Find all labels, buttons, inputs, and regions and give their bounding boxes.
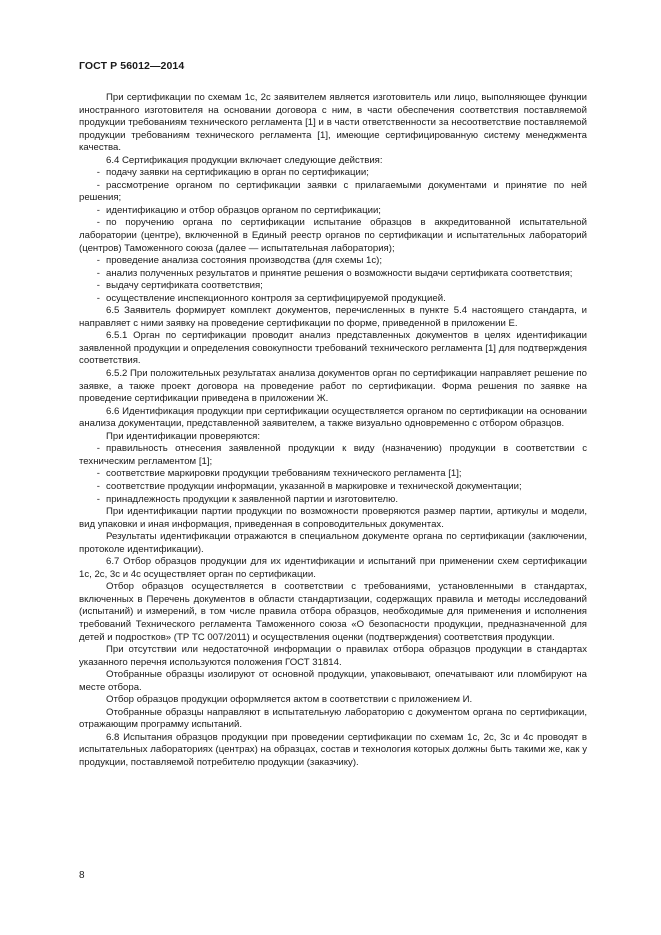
dash-marker: -	[96, 179, 100, 191]
list-item-text: соответствие маркировки продукции требованиям технического регламента [1];	[106, 468, 462, 480]
list-item	[79, 481, 587, 494]
list-item	[79, 280, 587, 293]
paragraph: 6.5.1 Орган по сертификации проводит анализ представленных документов в целях идентификации заявленной продукции и определения совокупности требований технического регламента [1] для подтверждения соответствия.	[79, 330, 587, 367]
list-item-text: идентификацию и отбор образцов органом по сертификации;	[106, 204, 381, 216]
paragraph: При идентификации партии продукции по возможности проверяются размер партии, артикулы и модели, вид упаковки и иная информация, приведенная в сопроводительных документах.	[79, 506, 587, 530]
paragraph: При идентификации проверяются:	[106, 430, 261, 442]
paragraph: 6.5 Заявитель формирует комплект документов, перечисленных в пункте 5.4 настоящего стандарта, и направляет с ними заявку на проведение сертификации по форме, приведенной в приложении Е.	[79, 305, 587, 329]
list-item	[79, 255, 587, 268]
paragraph: Результаты идентификации отражаются в специальном документе органа по сертификации (заключении, протоколе идентификации).	[79, 531, 587, 555]
list-item-text: рассмотрение органом по сертификации заявки с прилагаемыми документами и принятие по ней решения;	[79, 179, 587, 204]
paragraph: При сертификации по схемам 1с, 2с заявителем является изготовитель или лицо, выполняющее функции иностранного изготовителя на основании договора с ним, в части обеспечения соответствия поставляемой продукции требованиям технического регламента [1] и в части ответственности за несоответствие поставляемой продукции требованиям технического регламента [1], имеющие сертифицированную систему менеджмента качества.	[79, 92, 587, 154]
paragraph: 6.4 Сертификация продукции включает следующие действия:	[106, 154, 383, 166]
dash-marker: -	[96, 217, 100, 229]
list-item	[79, 293, 587, 306]
list-item	[79, 217, 587, 255]
list-item-text: осуществление инспекционного контроля за сертифицируемой продукцией.	[106, 292, 446, 304]
paragraph: 6.6 Идентификация продукции при сертификации осуществляется органом по сертификации на основании анализа документации, представленной заявителем, а также визуально одновременно с отбором образцов.	[79, 405, 587, 430]
dash-marker: -	[96, 204, 100, 216]
list-item	[79, 468, 587, 481]
list-item-text: проведение анализа состояния производства (для схемы 1с);	[106, 255, 383, 267]
dash-marker: -	[96, 267, 100, 279]
dash-marker: -	[96, 480, 100, 492]
dash-marker: -	[96, 443, 100, 455]
paragraph: 6.8 Испытания образцов продукции при проведении сертификации по схемам 1с, 2с, 3с и 4с проводят в испытательных лабораториях (центрах) на образцах, состав и технология которых должны быть такими же, как у продукции, поставляемой потребителю продукции (заказчику).	[79, 731, 587, 768]
dash-marker: -	[96, 167, 100, 179]
list-item	[79, 180, 587, 205]
list-item-text: по поручению органа по сертификации испытание образцов в аккредитованной испытательной лаборатории (центре), включенной в Единый реестр органов по сертификации и испытательных лабораторий (центров) Таможенного союза (далее — испытательная лаборатория);	[79, 217, 587, 254]
dash-marker: -	[96, 493, 100, 505]
list-item-text: анализ полученных результатов и принятие решения о возможности выдачи сертификата соответствия;	[106, 267, 573, 279]
list-item	[79, 494, 587, 507]
list-item-text: выдачу сертификата соответствия;	[106, 280, 263, 292]
paragraph: Отбор образцов осуществляется в соответствии с требованиями, установленными в стандартах, включенных в Перечень документов в области стандартизации, содержащих правила и методы исследований (испытаний) и измерений, в том числе правила отбора образцов, необходимые для применения и исполнения требований Технического регламента Таможенного союза «О безопасности продукции, предназначенной для детей и подростков» (ТР ТС 007/2011) и осуществления оценки (подтверждения) соответствия продукции.	[79, 581, 587, 643]
dash-marker: -	[96, 255, 100, 267]
paragraph: Отобранные образцы направляют в испытательную лабораторию с документом органа по сертификации, отражающим программу испытаний.	[79, 706, 587, 731]
dash-marker: -	[96, 468, 100, 480]
list-item	[79, 443, 587, 468]
document-header: ГОСТ Р 56012—2014	[79, 60, 185, 72]
paragraph: 6.7 Отбор образцов продукции для их идентификации и испытаний при применении схем сертификации 1с, 2с, 3с и 4с осуществляет орган по сертификации.	[79, 556, 587, 580]
page-number: 8	[79, 870, 85, 881]
list-item	[79, 268, 587, 281]
document-body	[79, 92, 587, 770]
list-item-text: соответствие продукции информации, указанной в маркировке и технической документации;	[106, 480, 522, 492]
dash-marker: -	[96, 292, 100, 304]
list-item	[79, 205, 587, 218]
list-item-text: принадлежность продукции к заявленной партии и изготовителю.	[106, 493, 399, 505]
list-item	[79, 167, 587, 180]
paragraph: Отобранные образцы изолируют от основной продукции, упаковывают, опечатывают или пломбируют на месте отбора.	[79, 669, 587, 693]
paragraph: Отбор образцов продукции оформляется актом в соответствии с приложением И.	[106, 694, 473, 706]
paragraph: 6.5.2 При положительных результатах анализа документов орган по сертификации направляет решение по заявке, а также проект договора на проведение работ по сертификации. Форма решения по заявке на проведение сертификации приведена в приложении Ж.	[79, 368, 587, 405]
paragraph: При отсутствии или недостаточной информации о правилах отбора образцов продукции в стандартах указанного перечня используются положения ГОСТ 31814.	[79, 644, 587, 668]
list-item-text: подачу заявки на сертификацию в орган по сертификации;	[106, 167, 369, 179]
dash-marker: -	[96, 280, 100, 292]
list-item-text: правильность отнесения заявленной продукции к виду (назначению) продукции в соответствии с техническим регламентом [1];	[79, 443, 587, 467]
